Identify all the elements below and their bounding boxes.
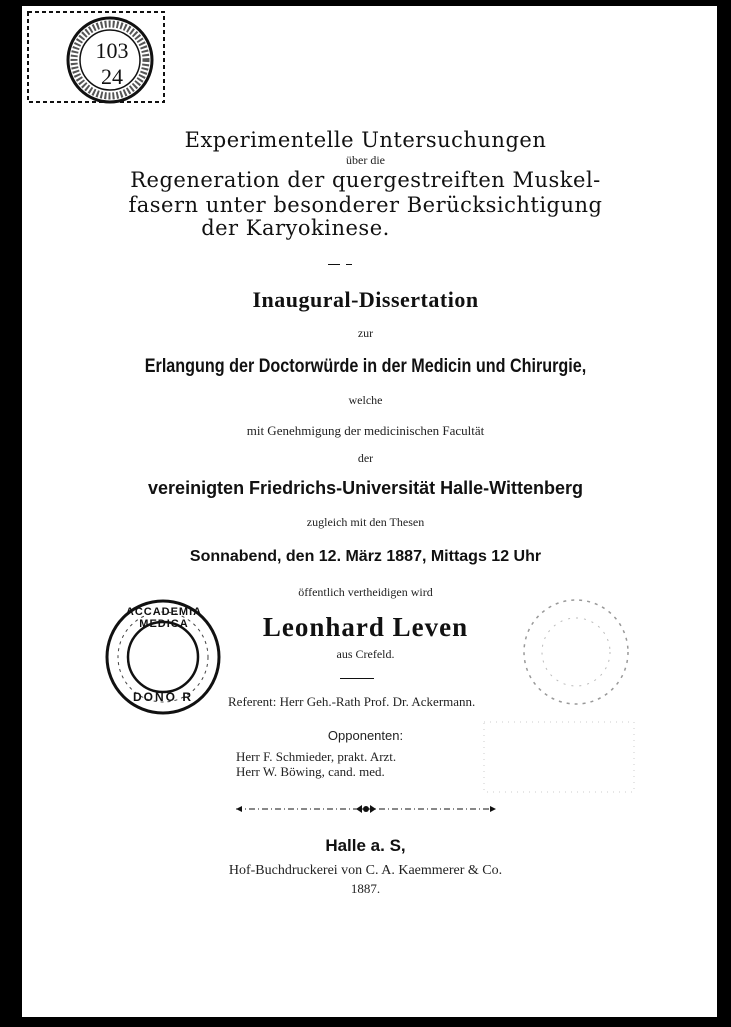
- dissertation-purpose: Erlangung der Doctorwürde in der Medicin und Chirurgie,: [144, 356, 587, 377]
- opponent-1: Herr F. Schmieder, prakt. Arzt.: [236, 749, 397, 764]
- referee-value: Herr Geh.-Rath Prof. Dr. Ackermann.: [279, 694, 476, 709]
- referee-label: Referent:: [228, 694, 277, 709]
- dissertation-university: vereinigten Friedrichs-Universität Halle-Wittenberg: [148, 478, 583, 498]
- title-line-4: fasern unter besonderer Berücksichtigung: [128, 193, 603, 217]
- dissertation-zur: zur: [357, 326, 374, 340]
- imprint-place: Halle a. S,: [325, 836, 406, 855]
- author-name: Leonhard Leven: [262, 612, 469, 642]
- imprint-printer: Hof-Buchdruckerei von C. A. Kaemmerer & Co.: [228, 863, 503, 878]
- dissertation-defend: öffentlich vertheidigen wird: [298, 585, 433, 599]
- academy-stamp-top-text: ACCADEMIA MEDICA: [125, 606, 203, 630]
- author-origin: aus Crefeld.: [336, 647, 395, 661]
- scan-edge-bottom: [0, 1017, 731, 1027]
- title-line-1: Experimentelle Untersuchungen: [184, 128, 547, 152]
- separator-1: [328, 264, 340, 265]
- title-line-5: der Karyokinese.: [201, 216, 390, 240]
- dissertation-date: Sonnabend, den 12. März 1887, Mittags 12 Uhr: [189, 548, 542, 565]
- separator-2: [340, 678, 374, 679]
- separator-1b: [346, 264, 352, 265]
- opponents-heading: Opponenten:: [327, 728, 404, 743]
- stamp-number-bottom: 24: [101, 64, 123, 89]
- opponent-2: Herr W. Böwing, cand. med.: [236, 764, 385, 779]
- stamp-ring-text: [28, 96, 29, 97]
- referee-line: [228, 694, 548, 710]
- title-line-2: über die: [346, 153, 385, 167]
- dissertation-der: der: [357, 451, 374, 465]
- dissertation-approval: mit Genehmigung der medicinischen Facultät: [246, 423, 485, 438]
- academy-stamp-bottom-text: DONO R: [133, 690, 193, 704]
- imprint-year: 1887.: [350, 881, 381, 896]
- dissertation-heading: Inaugural-Dissertation: [252, 287, 479, 312]
- dissertation-together: zugleich mit den Thesen: [306, 515, 425, 529]
- stamp-number-top: 103: [95, 38, 129, 63]
- ornamental-rule: [232, 802, 500, 816]
- dissertation-welche: welche: [348, 393, 383, 407]
- title-line-3: Regeneration der quergestreiften Muskel-: [130, 168, 601, 192]
